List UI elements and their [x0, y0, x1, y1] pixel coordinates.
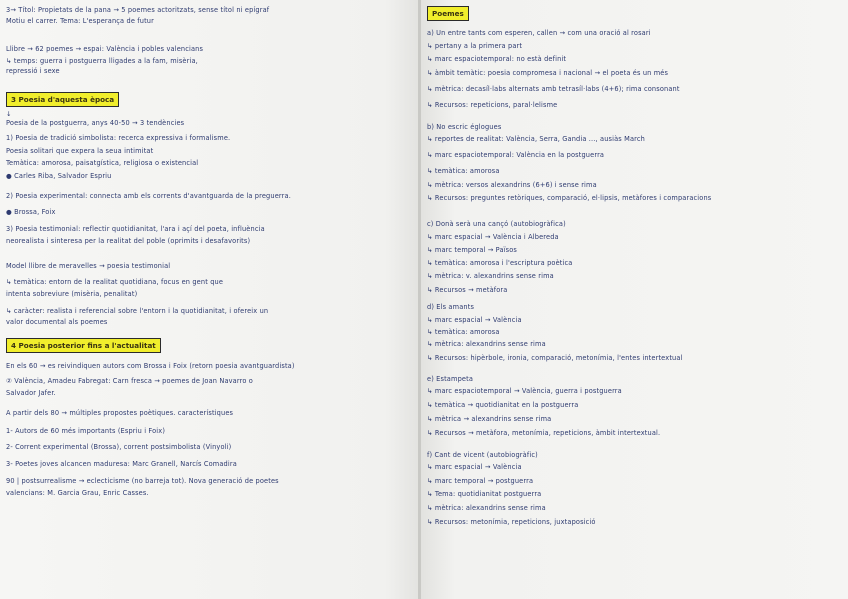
- note-line: ↳ marc espaciotemporal: València en la postguerra: [427, 151, 605, 159]
- note-line: Motiu el carrer. Tema: L'esperança de futur: [6, 17, 155, 25]
- note-line: ↳ temàtica: amorosa: [427, 167, 500, 175]
- note-line: ● Brossa, Foix: [6, 208, 56, 216]
- note-line: ↳ Recursos: preguntes retòriques, comparació, el·lipsis, metàfores i comparacions: [427, 194, 712, 202]
- note-line: ↳ Recursos → metàfora: [427, 286, 508, 294]
- note-line: ↳ temàtica: amorosa: [427, 328, 500, 336]
- note-line: repressió i sexe: [6, 67, 60, 75]
- note-line: valor documental als poemes: [6, 318, 108, 326]
- note-line: ↳ mètrica: versos alexandrins (6+6) i sense rima: [427, 181, 597, 189]
- note-line: ● Carles Riba, Salvador Espriu: [6, 172, 112, 180]
- note-line: ↳ mètrica: alexandrins sense rima: [427, 504, 546, 512]
- note-line: 3- Poetes joves alcancen maduresa: Marc Granell, Narcís Comadira: [6, 460, 237, 468]
- note-line: ② València, Amadeu Fabregat: Carn fresca → poemes de Joan Navarro o: [6, 377, 253, 385]
- poems-heading: Poemes: [427, 6, 469, 21]
- left-page: [0, 0, 419, 599]
- note-line: 2) Poesia experimental: connecta amb els corrents d'avantguarda de la preguerra.: [6, 192, 291, 200]
- note-line: Llibre → 62 poemes → espai: València i pobles valencians: [6, 45, 204, 53]
- note-line: d) Els amants: [427, 303, 475, 311]
- note-line: ↳ Recursos: repeticions, paral·lelisme: [427, 101, 558, 109]
- note-line: A partir dels 80 → múltiples propostes poètiques. característiques: [6, 409, 234, 417]
- note-line: ↳ pertany a la primera part: [427, 42, 523, 50]
- note-line: ↳ àmbit temàtic: poesia compromesa i nacional → el poeta és un més: [427, 69, 669, 77]
- note-line: 90 | postsurrealisme → eclecticisme (no barreja tot). Nova generació de poetes: [6, 477, 279, 485]
- section-heading-3: 3 Poesia d'aquesta època: [6, 92, 119, 107]
- note-line: ↳ mètrica: alexandrins sense rima: [427, 340, 546, 348]
- note-line: ↳ caràcter: realista i referencial sobre l'entorn i la quotidianitat, i ofereix un: [6, 307, 269, 315]
- note-line: f) Cant de vicent (autobiogràfic): [427, 451, 538, 459]
- note-line: ↳ reportes de realitat: València, Serra, Gandia ..., ausiàs March: [427, 135, 645, 143]
- note-line: ↳ marc espaciotemporal → València, guerra i postguerra: [427, 387, 622, 395]
- note-line: c) Donà serà una cançó (autobiogràfica): [427, 220, 566, 228]
- note-line: ↳ marc espacial → València i Albereda: [427, 233, 559, 241]
- section-heading-4: 4 Poesia posterior fins a l'actualitat: [6, 338, 161, 353]
- note-line: e) Estampeta: [427, 375, 474, 383]
- note-line: ↳ Recursos → metàfora, metonímia, repeticions, àmbit intertextual.: [427, 429, 661, 437]
- note-line: ↳ marc espacial → València: [427, 316, 522, 324]
- note-line: ↳ mètrica: v. alexandrins sense rima: [427, 272, 554, 280]
- right-page: [421, 0, 848, 599]
- note-line: 2- Corrent experimental (Brossa), corrent postsimbolista (Vinyoli): [6, 443, 232, 451]
- note-line: 3→ Títol: Propietats de la pana → 5 poemes actoritzats, sense títol ni epígraf: [6, 6, 270, 14]
- note-line: neorealista i sinteresa per la realitat del poble (oprimits i desafavorits): [6, 237, 251, 245]
- note-line: Temàtica: amorosa, paisatgística, religiosa o existencial: [6, 159, 199, 167]
- note-line: ↳ temàtica → quotidianitat en la postguerra: [427, 401, 579, 409]
- note-line: ↳ mètrica → alexandrins sense rima: [427, 415, 552, 423]
- note-line: valencians: M. Garcia Grau, Enric Casses.: [6, 489, 149, 497]
- note-line: ↓: [6, 110, 12, 118]
- note-line: ↳ Recursos: metonímia, repeticions, juxtaposició: [427, 518, 596, 526]
- note-line: b) No escric églogues: [427, 123, 502, 131]
- note-line: 1- Autors de 60 més importants (Espriu i Foix): [6, 427, 166, 435]
- note-line: ↳ marc espacial → València: [427, 463, 522, 471]
- note-line: ↳ mètrica: decasíl·labs alternats amb tetrasíl·labs (4+6); rima consonant: [427, 85, 680, 93]
- note-line: a) Un entre tants com esperen, callen → com una oració al rosari: [427, 29, 651, 37]
- note-line: intenta sobreviure (misèria, penalitat): [6, 290, 138, 298]
- note-line: ↳ marc espaciotemporal: no està definit: [427, 55, 567, 63]
- note-line: ↳ temps: guerra i postguerra lligades a la fam, misèria,: [6, 57, 198, 65]
- note-line: Salvador Jafer.: [6, 389, 56, 397]
- note-line: 1) Poesia de tradició simbolista: recerca expressiva i formalisme.: [6, 134, 231, 142]
- note-line: Poesia solitari que expera la seua intimitat: [6, 147, 154, 155]
- note-line: Poesia de la postguerra, anys 40-50 → 3 tendències: [6, 119, 185, 127]
- note-line: ↳ temàtica: amorosa i l'escriptura poètica: [427, 259, 573, 267]
- note-line: Model llibre de meravelles → poesia testimonial: [6, 262, 171, 270]
- note-line: 3) Poesia testimonial: reflectir quotidianitat, l'ara i açí del poeta, influència: [6, 225, 265, 233]
- note-line: En els 60 → es reivindiquen autors com Brossa i Foix (retorn poesia avantguardista): [6, 362, 295, 370]
- note-line: ↳ temàtica: entorn de la realitat quotidiana, focus en gent que: [6, 278, 224, 286]
- note-line: ↳ marc temporal → Països: [427, 246, 518, 254]
- note-line: ↳ marc temporal → postguerra: [427, 477, 534, 485]
- note-line: ↳ Recursos: hipèrbole, ironia, comparació, metonímia, l'entes intertextual: [427, 354, 683, 362]
- note-line: ↳ Tema: quotidianitat postguerra: [427, 490, 542, 498]
